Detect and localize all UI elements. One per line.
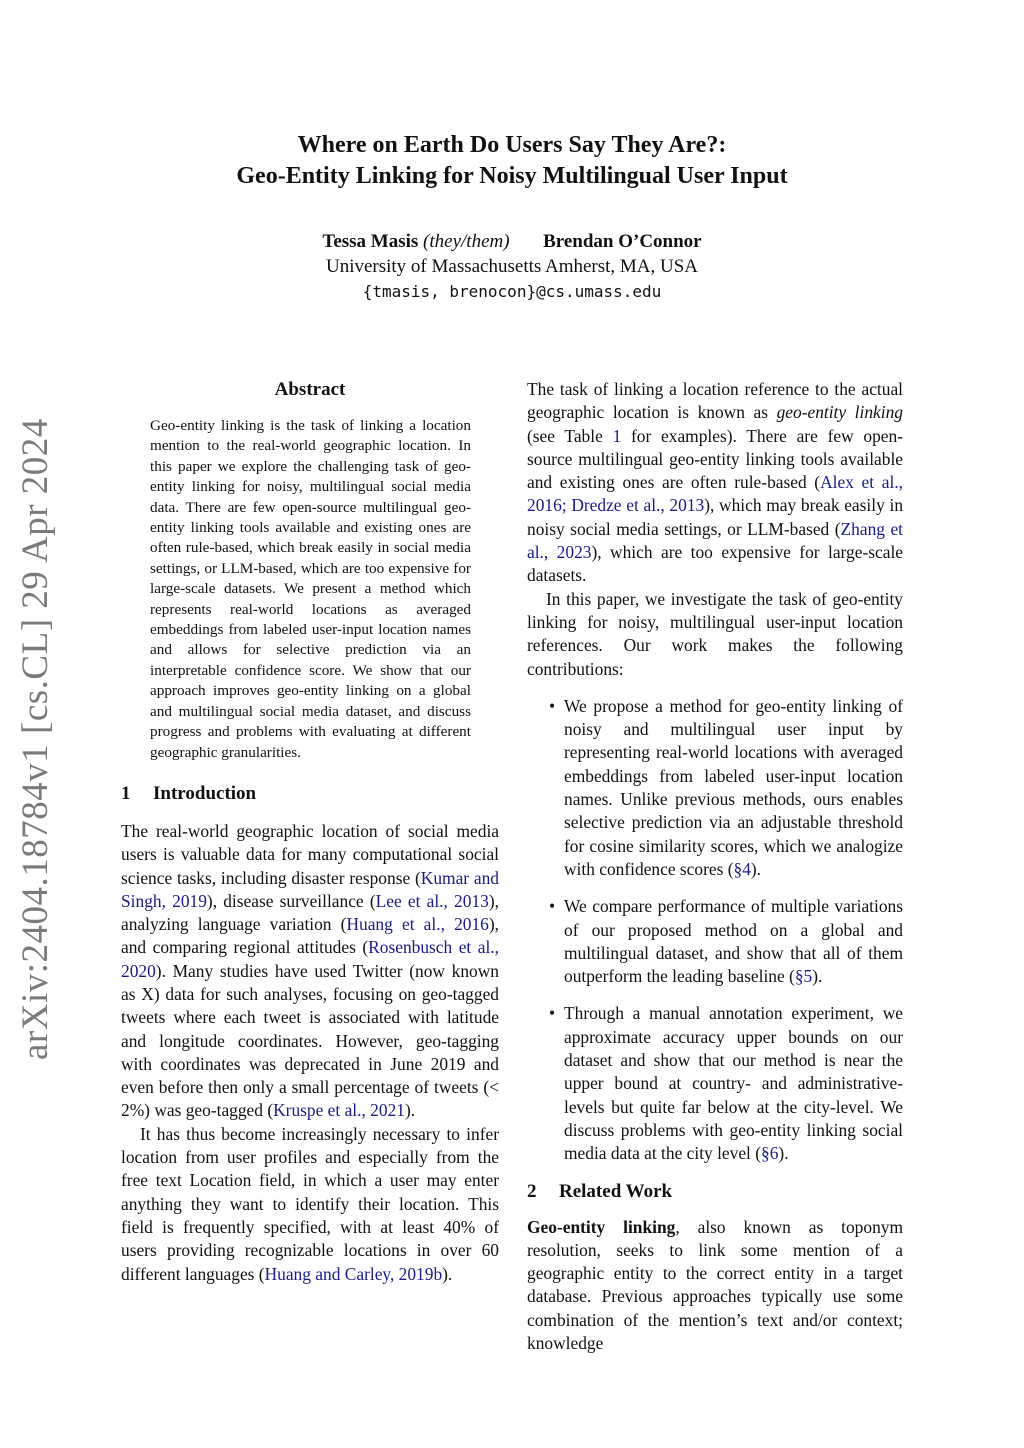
list-item: • We propose a method for geo-entity linking of noisy and multilingual user input by representing real-world locations with averaged embeddings from labeled user-input location names. Unlike previous methods, ours enables selective prediction via an adjustable threshold for cosine similarity scores, which we analogize with confidence scores (§4). xyxy=(549,695,903,879)
citation-link[interactable]: Rosenbusch et al., 2020 xyxy=(121,937,499,981)
left-column xyxy=(121,378,499,1286)
right-paragraph-1: The task of linking a location reference to the actual geographic location is known as geo-entity linking (see Table 1 for examples). There are few open-source multilingual geo-entity linking tools available and existing ones are often rule-based (Alex et al., 2016; Dredze et al., 2013), which may break easily in noisy social media settings, or LLM-based (Zhang et al., 2023), which are too expensive for large-scale datasets. xyxy=(527,379,904,586)
bullet-icon: • xyxy=(549,695,556,716)
bullet-icon: • xyxy=(549,896,556,917)
related-paragraph-1: Geo-entity linking, also known as toponym resolution, seeks to link some mention of a geographic entity to the correct entity in a target database. Previous approaches typically use some combination of the mention’s text and/or context; knowledge xyxy=(527,1216,903,1353)
abstract-heading: Abstract xyxy=(274,379,346,400)
citation-link[interactable]: Dredze et al., 2013 xyxy=(571,495,705,516)
term-bold: Geo-entity linking xyxy=(527,1216,676,1237)
author-1-pronouns: (they/them) xyxy=(423,231,510,252)
term-emphasis: geo-entity linking xyxy=(776,402,903,423)
citation-link[interactable]: Huang and Carley, 2019b xyxy=(264,1263,443,1284)
right-column xyxy=(527,378,903,1355)
section-reference-link[interactable]: §4 xyxy=(733,858,751,879)
citation-link[interactable]: Zhang et al., 2023 xyxy=(527,518,903,563)
section-reference-link[interactable]: §6 xyxy=(761,1143,779,1164)
intro-paragraph-2: It has thus become increasingly necessary to infer location from user profiles and especially from the free text Location field, in which a user may enter anything they want to identify their location. This field is frequently specified, with at least 40% of users providing recognizable locations in over 60 different languages (Huang and Carley, 2019b). xyxy=(121,1123,499,1284)
affiliation: University of Massachusetts Amherst, MA, USA xyxy=(325,256,699,277)
section-number: 2 xyxy=(527,1180,537,1202)
section-number: 1 xyxy=(121,782,131,804)
intro-paragraph-1: The real-world geographic location of social media users is valuable data for many computational social science tasks, including disaster response (Kumar and Singh, 2019), disease surveillance (Lee et al., 2013), analyzing language variation (Huang et al., 2016), and comparing regional attitudes (Rosenbusch et al., 2020). Many studies have used Twitter (now known as X) data for such analyses, focusing on geo-tagged tweets where each tweet is associated with latitude and longitude coordinates. However, geo-tagging with coordinates was deprecated in June 2019 and even before then only a small percentage of tweets (< 2%) was geo-tagged (Kruspe et al., 2021). xyxy=(121,820,500,1121)
author-emails: {tmasis, brenocon}@cs.umass.edu xyxy=(362,282,662,301)
section-heading-introduction xyxy=(121,782,499,806)
arxiv-identifier: arXiv:2404.18784v1 [cs.CL] 29 Apr 2024 xyxy=(15,418,56,1060)
citation-link[interactable]: Huang et al., 2016 xyxy=(346,914,489,935)
citation-link[interactable]: Kumar and Singh, 2019 xyxy=(121,867,500,911)
table-reference-link[interactable]: 1 xyxy=(612,425,622,446)
section-reference-link[interactable]: §5 xyxy=(794,966,813,987)
contributions-list xyxy=(527,695,903,1166)
citation-link[interactable]: Lee et al., 2013 xyxy=(375,890,489,911)
citation-link[interactable]: Kruspe et al., 2021 xyxy=(273,1100,405,1121)
author-names-line xyxy=(0,229,1024,254)
author-block xyxy=(0,229,1024,304)
section-heading-related-work xyxy=(527,1180,903,1204)
citation-link[interactable]: Alex et al., 2016 xyxy=(527,472,903,516)
title-block xyxy=(0,130,1024,192)
author-1-name: Tessa Masis xyxy=(322,231,419,252)
paper-title-line-1: Where on Earth Do Users Say They Are?: xyxy=(297,132,727,158)
author-2-name: Brendan O’Connor xyxy=(543,231,702,252)
bullet-icon: • xyxy=(549,1003,556,1024)
abstract-text: Geo-entity linking is the task of linking a location mention to the real-world geographic location. In this paper we explore the challenging task of geo-entity linking for noisy, multilingual social media data. There are few open-source multilingual geo-entity linking tools available and existing ones are often rule-based, which break easily in social media settings, or LLM-based, which are too expensive for large-scale datasets. We present a method which represents real-world locations as averaged embeddings from labeled user-input location names and allows for selective prediction via an interpretable confidence score. We show that our approach improves geo-entity linking on a global and multilingual social media dataset, and discuss progress and problems with evaluating at different geographic granularities. xyxy=(150,417,471,761)
section-title: Introduction xyxy=(153,782,257,804)
right-paragraph-2: In this paper, we investigate the task of geo-entity linking for noisy, multilingual user-input location references. Our work makes the following contributions: xyxy=(527,588,903,679)
paper-title-line-2: Geo-Entity Linking for Noisy Multilingual User Input xyxy=(236,163,788,189)
section-title: Related Work xyxy=(559,1180,673,1202)
list-item: • We compare performance of multiple variations of our proposed method on a global and multilingual dataset, and show that all of them outperform the leading baseline (§5). xyxy=(549,896,903,987)
list-item: • Through a manual annotation experiment, we approximate accuracy upper bounds on our dataset and show that our method is near the upper bound at country- and administrative-levels but quite far below at the city-level. We discuss problems with geo-entity linking social media data at the city level (§6). xyxy=(549,1003,903,1164)
